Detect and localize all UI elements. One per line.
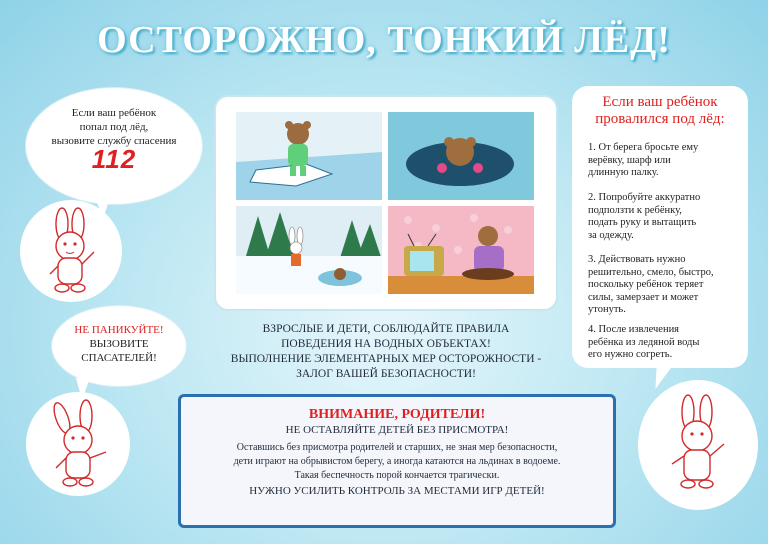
picture-bunny-rescue — [236, 206, 382, 294]
bunny-illustration — [26, 392, 130, 496]
page-title: ОСТОРОЖНО, ТОНКИЙ ЛЁД! — [97, 19, 671, 61]
instruction-item: 2. Попробуйте аккуратно подползти к ребёнку, подать руку и вытащить за одежду. — [588, 192, 701, 241]
parents-warning-box — [178, 394, 616, 528]
emergency-bubble — [26, 88, 202, 204]
bunny-circle — [20, 200, 122, 302]
panic-bubble — [52, 306, 186, 386]
panic-red-text: НЕ ПАНИКУЙТЕ! — [74, 324, 164, 336]
bunny-illustration — [20, 200, 122, 302]
bunny-circle — [26, 392, 130, 496]
instruction-item: 3. Действовать нужно решительно, смело, быстро, поскольку ребёнок теряет силы, замерзает и может утонуть. — [588, 254, 714, 315]
picture-bear-warming — [388, 206, 534, 294]
bunny-circle — [638, 380, 758, 510]
warning-body: Оставшись без присмотра родителей и старших, не зная мер безопасности, дети играют на обрывистом берегу, а иногда катаются на льдинах в водоеме. Такая беспечность порой кончается трагически. — [233, 442, 561, 481]
instruction-item: 4. После извлечения ребёнка из ледяной воды его нужно согреть. — [588, 324, 700, 360]
emergency-number: 112 — [91, 144, 137, 174]
instruction-item: 1. От берега бросьте ему верёвку, шарф или длинную палку. — [588, 142, 699, 178]
instructions-heading: Если ваш ребёнок провалился под лёд: — [595, 94, 725, 127]
warning-ending: НУЖНО УСИЛИТЬ КОНТРОЛЬ ЗА МЕСТАМИ ИГР ДЕТЕЙ! — [249, 485, 545, 497]
warning-subheading: НЕ ОСТАВЛЯЙТЕ ДЕТЕЙ БЕЗ ПРИСМОТРА! — [285, 424, 509, 436]
warning-heading: ВНИМАНИЕ, РОДИТЕЛИ! — [308, 407, 486, 422]
emergency-text: Если ваш ребёнок попал под лёд, вызовите службу спасения — [51, 107, 177, 147]
picture-bear-in-hole — [388, 112, 534, 200]
safety-appeal: ВЗРОСЛЫЕ И ДЕТИ, СОБЛЮДАЙТЕ ПРАВИЛА ПОВЕДЕНИЯ НА ВОДНЫХ ОБЪЕКТАХ! ВЫПОЛНЕНИЕ ЭЛЕМЕНТАРНЫХ МЕР ОСТОРОЖНОСТИ - ЗАЛОГ ВАШЕЙ БЕЗОПАСНОСТИ! — [230, 323, 542, 380]
picture-bear-on-ice — [236, 112, 382, 200]
bear-illustration — [334, 268, 346, 280]
bunny-illustration — [638, 380, 758, 510]
panic-text: ВЫЗОВИТЕ СПАСАТЕЛЕЙ! — [81, 338, 157, 364]
instructions-bubble — [572, 86, 748, 368]
